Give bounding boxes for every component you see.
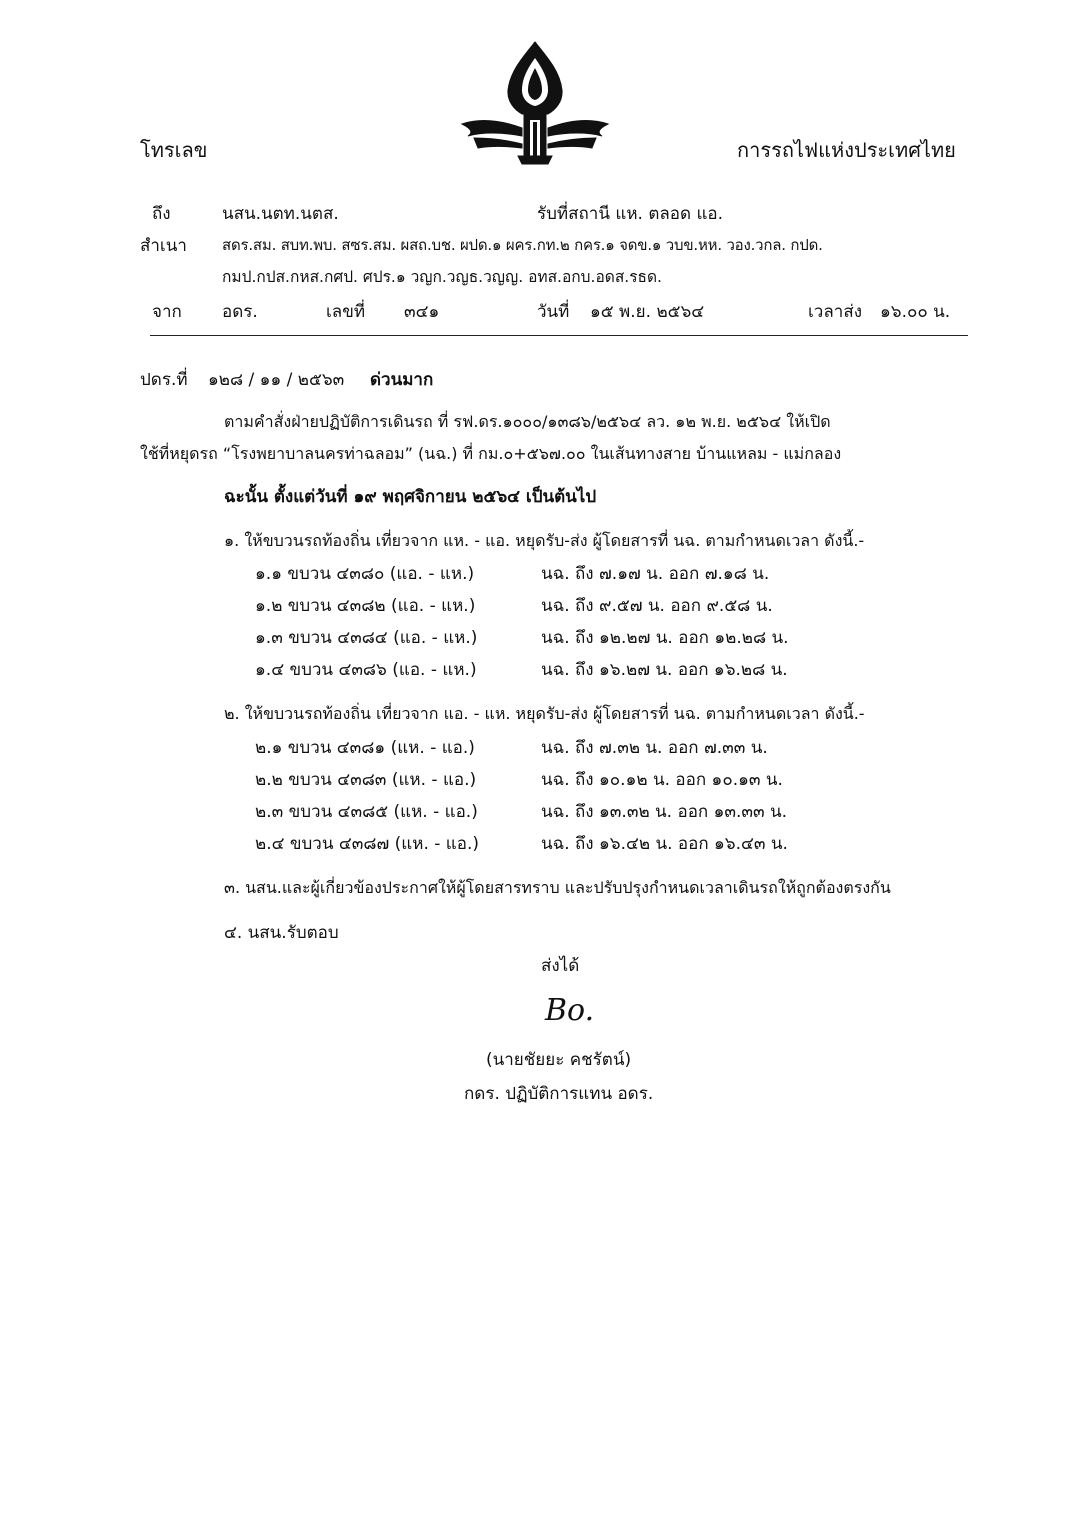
paragraph-1-line-2: ใช้ที่หยุดรถ “โรงพยาบาลนครท่าฉลอม” (นฉ.) ที่ กม.๐+๕๖๗.๐๐ ในเส้นทางสาย บ้านแหลม - แม่กลอง xyxy=(140,444,842,463)
from-value: อดร. xyxy=(222,302,258,322)
item-2-1-train: ๒.๑ ขบวน ๔๓๘๑ (แห. - แอ.) xyxy=(255,738,475,758)
item-2-heading: ๒. ให้ขบวนรถท้องถิ่น เที่ยวจาก แอ. - แห. หยุดรับ-ส่ง ผู้โดยสารที่ นฉ. ตามกำหนดเวลา ดังนี้.- xyxy=(224,704,865,723)
item-1-1-time: นฉ. ถึง ๗.๑๗ น. ออก ๗.๑๘ น. xyxy=(541,564,770,584)
paragraph-1-line-1: ตามคำสั่งฝ่ายปฏิบัติการเดินรถ ที่ รฟ.ดร.๑๐๐๐/๑๓๘๖/๒๕๖๔ ลว. ๑๒ พ.ย. ๒๕๖๔ ให้เปิด xyxy=(224,412,831,431)
item-2-2-train: ๒.๒ ขบวน ๔๓๘๓ (แห. - แอ.) xyxy=(255,770,477,790)
reference-value: ๑๒๘ / ๑๑ / ๒๕๖๓ xyxy=(208,370,345,390)
date-label: วันที่ xyxy=(537,302,570,322)
time-value: ๑๖.๐๐ น. xyxy=(880,302,951,322)
cc-line-2: กมป.กปส.กหส.กศป. ศปร.๑ วญก.วญธ.วญญ. อทส.อกบ.อดส.รธด. xyxy=(222,268,662,286)
item-1-2-time: นฉ. ถึง ๙.๕๗ น. ออก ๙.๕๘ น. xyxy=(541,596,773,616)
to-value: นสน.นตท.นตส. xyxy=(222,204,339,224)
telegram-label: โทรเลข xyxy=(140,138,208,162)
date-value: ๑๕ พ.ย. ๒๕๖๔ xyxy=(590,302,705,322)
item-2-2-time: นฉ. ถึง ๑๐.๑๒ น. ออก ๑๐.๑๓ น. xyxy=(541,770,783,790)
urgency-badge: ด่วนมาก xyxy=(370,370,434,390)
number-value: ๓๔๑ xyxy=(404,302,440,322)
receive-note: รับที่สถานี แห. ตลอด แอ. xyxy=(537,204,724,224)
item-2-3-train: ๒.๓ ขบวน ๔๓๘๕ (แห. - แอ.) xyxy=(255,802,478,822)
srt-garuda-logo-icon xyxy=(460,38,610,168)
item-1-heading: ๑. ให้ขบวนรถท้องถิ่น เที่ยวจาก แห. - แอ. หยุดรับ-ส่ง ผู้โดยสารที่ นฉ. ตามกำหนดเวลา ดังนี้.- xyxy=(224,531,865,550)
item-1-4-time: นฉ. ถึง ๑๖.๒๗ น. ออก ๑๖.๒๘ น. xyxy=(541,660,788,680)
number-label: เลขที่ xyxy=(326,302,366,322)
item-2-3-time: นฉ. ถึง ๑๓.๓๒ น. ออก ๑๓.๓๓ น. xyxy=(541,802,788,822)
effective-date: ฉะนั้น ตั้งแต่วันที่ ๑๙ พฤศจิกายน ๒๕๖๔ เป็นต้นไป xyxy=(224,487,597,507)
signer-position: กดร. ปฏิบัติการแทน อดร. xyxy=(464,1084,654,1104)
header-divider xyxy=(150,335,968,336)
from-label: จาก xyxy=(152,302,182,322)
to-label: ถึง xyxy=(152,204,171,224)
item-1-4-train: ๑.๔ ขบวน ๔๓๘๖ (แอ. - แห.) xyxy=(255,660,477,680)
item-2-1-time: นฉ. ถึง ๗.๓๒ น. ออก ๗.๓๓ น. xyxy=(541,738,768,758)
item-2-4-time: นฉ. ถึง ๑๖.๔๒ น. ออก ๑๖.๔๓ น. xyxy=(541,834,788,854)
item-2-4-train: ๒.๔ ขบวน ๔๓๘๗ (แห. - แอ.) xyxy=(255,834,479,854)
item-1-3-time: นฉ. ถึง ๑๒.๒๗ น. ออก ๑๒.๒๘ น. xyxy=(541,628,789,648)
sent-by-label: ส่งได้ xyxy=(541,956,580,976)
item-1-2-train: ๑.๒ ขบวน ๔๓๘๒ (แอ. - แห.) xyxy=(255,596,476,616)
item-1-3-train: ๑.๓ ขบวน ๔๓๘๔ (แอ. - แห.) xyxy=(255,628,478,648)
cc-line-1: สดร.สม. สบท.พบ. สซร.สม. ผสถ.บช. ผปด.๑ ผคร.กท.๒ กคร.๑ จดข.๑ วบข.หห. วอง.วกล. กปด. xyxy=(222,236,823,254)
reference-label: ปดร.ที่ xyxy=(140,370,188,390)
item-3: ๓. นสน.และผู้เกี่ยวข้องประกาศให้ผู้โดยสารทราบ และปรับปรุงกำหนดเวลาเดินรถให้ถูกต้องตรงกัน xyxy=(224,878,891,897)
signer-name: (นายชัยยะ คชรัตน์) xyxy=(486,1050,632,1070)
item-1-1-train: ๑.๑ ขบวน ๔๓๘๐ (แอ. - แห.) xyxy=(255,564,475,584)
time-label: เวลาส่ง xyxy=(808,302,862,322)
signature-mark: Bo. xyxy=(545,993,595,1028)
organization-name: การรถไฟแห่งประเทศไทย xyxy=(737,138,956,162)
cc-label: สำเนา xyxy=(140,236,187,256)
item-4: ๔. นสน.รับตอบ xyxy=(224,923,339,943)
